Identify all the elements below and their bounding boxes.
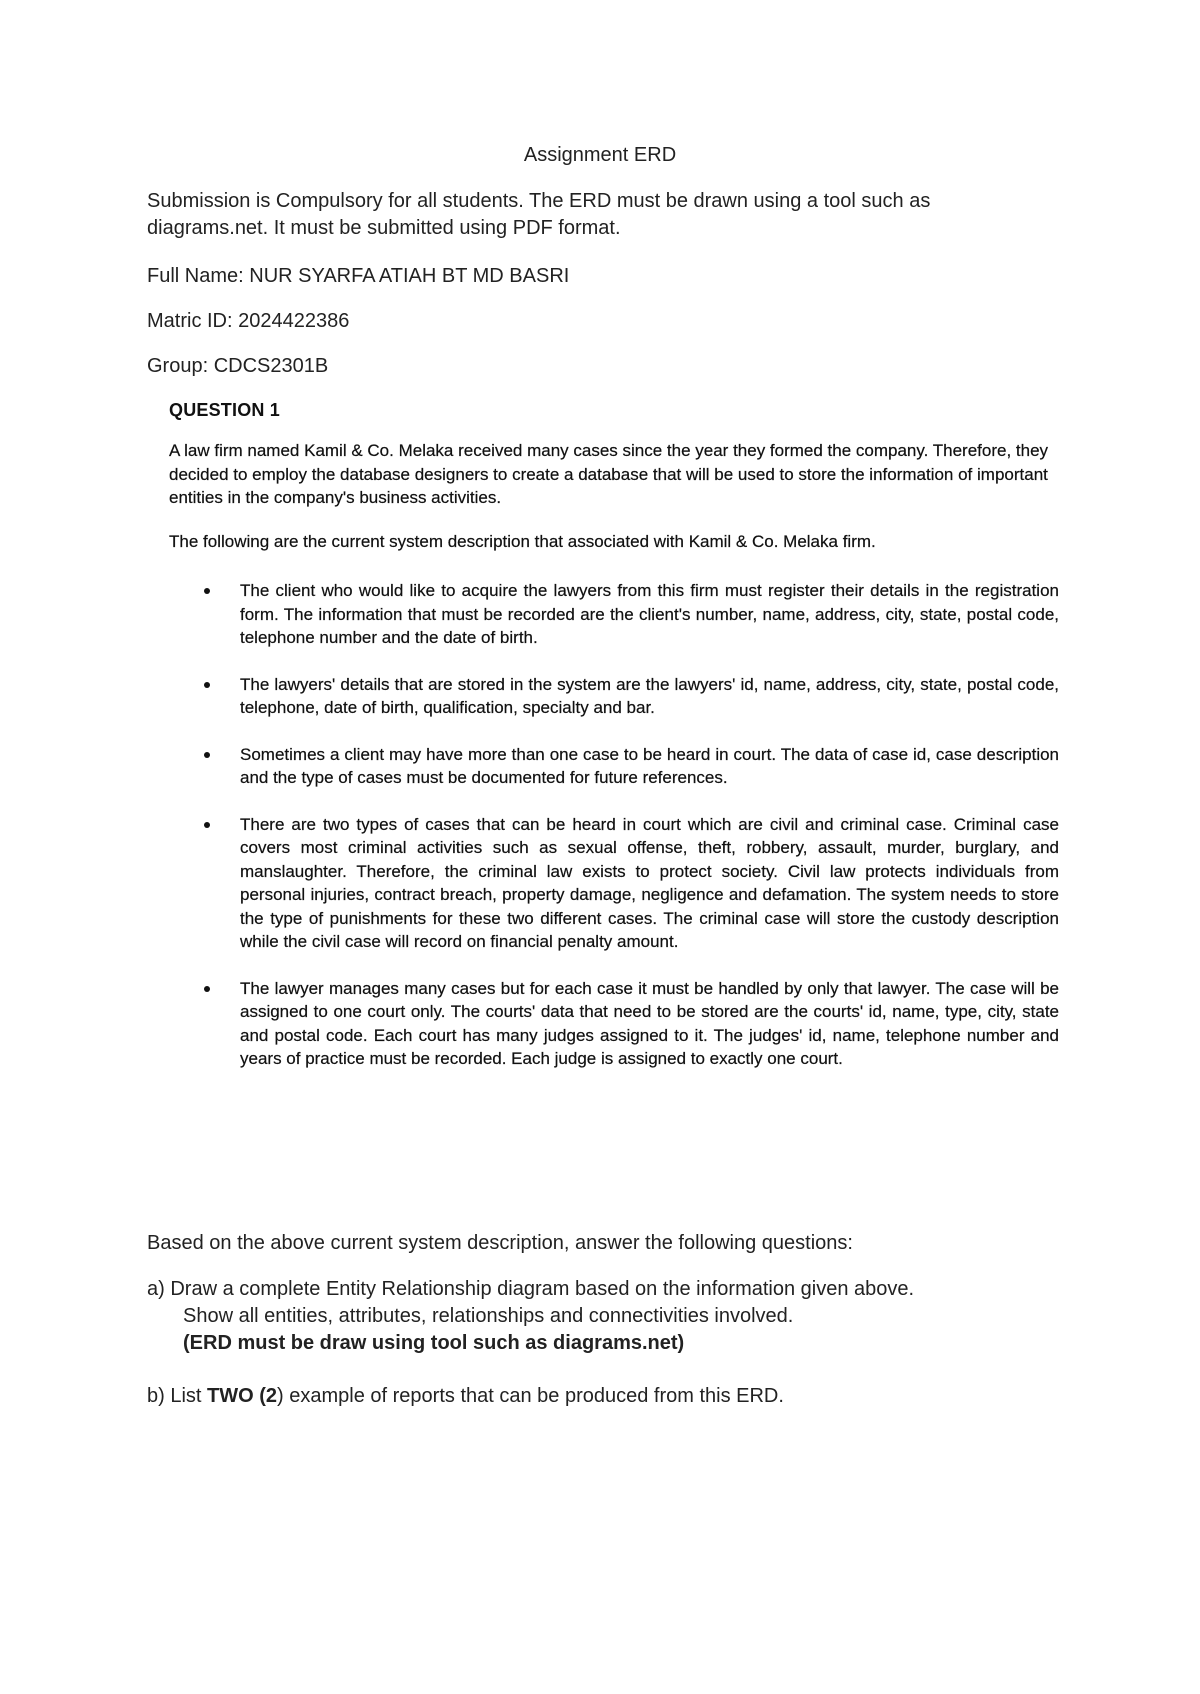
list-item-text: The lawyer manages many cases but for each case it must be handled by only that lawyer. The case will be assigned to one court only. The courts' data that need to be stored are the courts' id, name, type, city, state and postal code. Each court has many judges assigned to it. The judges' id, name, telephone number and years of practice must be recorded. Each judge is assigned to exactly one court.	[240, 978, 1059, 1068]
question-a-line-2: Show all entities, attributes, relationships and connectivities involved.	[183, 1305, 794, 1327]
list-item	[169, 579, 1059, 650]
question-paragraph-1: A law firm named Kamil & Co. Melaka received many cases since the year they formed the company. Therefore, they decided to employ the database designers to create a database that will be used to store the information of important entities in the company's business activities.	[169, 441, 1049, 507]
question-b-emphasis: TWO (2	[207, 1385, 278, 1407]
list-item-text: The lawyers' details that are stored in the system are the lawyers' id, name, address, city, state, postal code, telephone, date of birth, qualification, specialty and bar.	[240, 674, 1059, 717]
list-item	[169, 673, 1059, 720]
matric-id-field: Matric ID: 2024422386	[147, 310, 350, 332]
instructions-lead: Based on the above current system description, answer the following questions:	[147, 1232, 853, 1254]
bullet-icon	[204, 752, 210, 758]
question-b-prefix: b) List	[147, 1385, 208, 1407]
question-a-line-1: a) Draw a complete Entity Relationship diagram based on the information given above.	[147, 1278, 915, 1300]
bullet-icon	[204, 986, 210, 992]
question-b	[147, 1385, 1097, 1408]
question-a-note: (ERD must be draw using tool such as diagrams.net)	[183, 1332, 685, 1354]
list-item-text: The client who would like to acquire the lawyers from this firm must register their details in the registration form. The information that must be recorded are the client's number, name, address, city, state, postal code, telephone number and the date of birth.	[240, 581, 1059, 647]
list-item-text: There are two types of cases that can be heard in court which are civil and criminal case. Criminal case covers most criminal activities such as sexual offense, theft, robbery, assault, murder, burglary, and manslaughter. Therefore, the criminal law exists to protect society. Civil law protects individuals from personal injuries, contract breach, property damage, negligence and defamation. The system needs to store the type of punishments for these two different cases. The criminal case will store the custody description while the civil case will record on financial penalty amount.	[240, 814, 1059, 951]
list-item-text: Sometimes a client may have more than one case to be heard in court. The data of case id, case description and the type of cases must be documented for future references.	[240, 744, 1059, 787]
bullet-icon	[204, 822, 210, 828]
full-name-field: Full Name: NUR SYARFA ATIAH BT MD BASRI	[147, 265, 570, 287]
list-item	[169, 813, 1059, 954]
question-paragraph-2: The following are the current system description that associated with Kamil & Co. Melaka firm.	[169, 531, 876, 551]
list-item	[169, 743, 1059, 790]
question-b-suffix: ) example of reports that can be produced from this ERD.	[277, 1385, 784, 1407]
question-a	[147, 1276, 1097, 1357]
bullet-icon	[204, 588, 210, 594]
bullet-icon	[204, 682, 210, 688]
page-title: Assignment ERD	[523, 144, 677, 166]
question-heading: QUESTION 1	[169, 400, 281, 420]
system-description-list	[169, 579, 1059, 1071]
group-field: Group: CDCS2301B	[147, 355, 329, 377]
list-item	[169, 977, 1059, 1071]
question-block	[169, 400, 1059, 1094]
intro-paragraph: Submission is Compulsory for all students. The ERD must be drawn using a tool such as diagrams.net. It must be submitted using PDF format.	[147, 190, 931, 239]
